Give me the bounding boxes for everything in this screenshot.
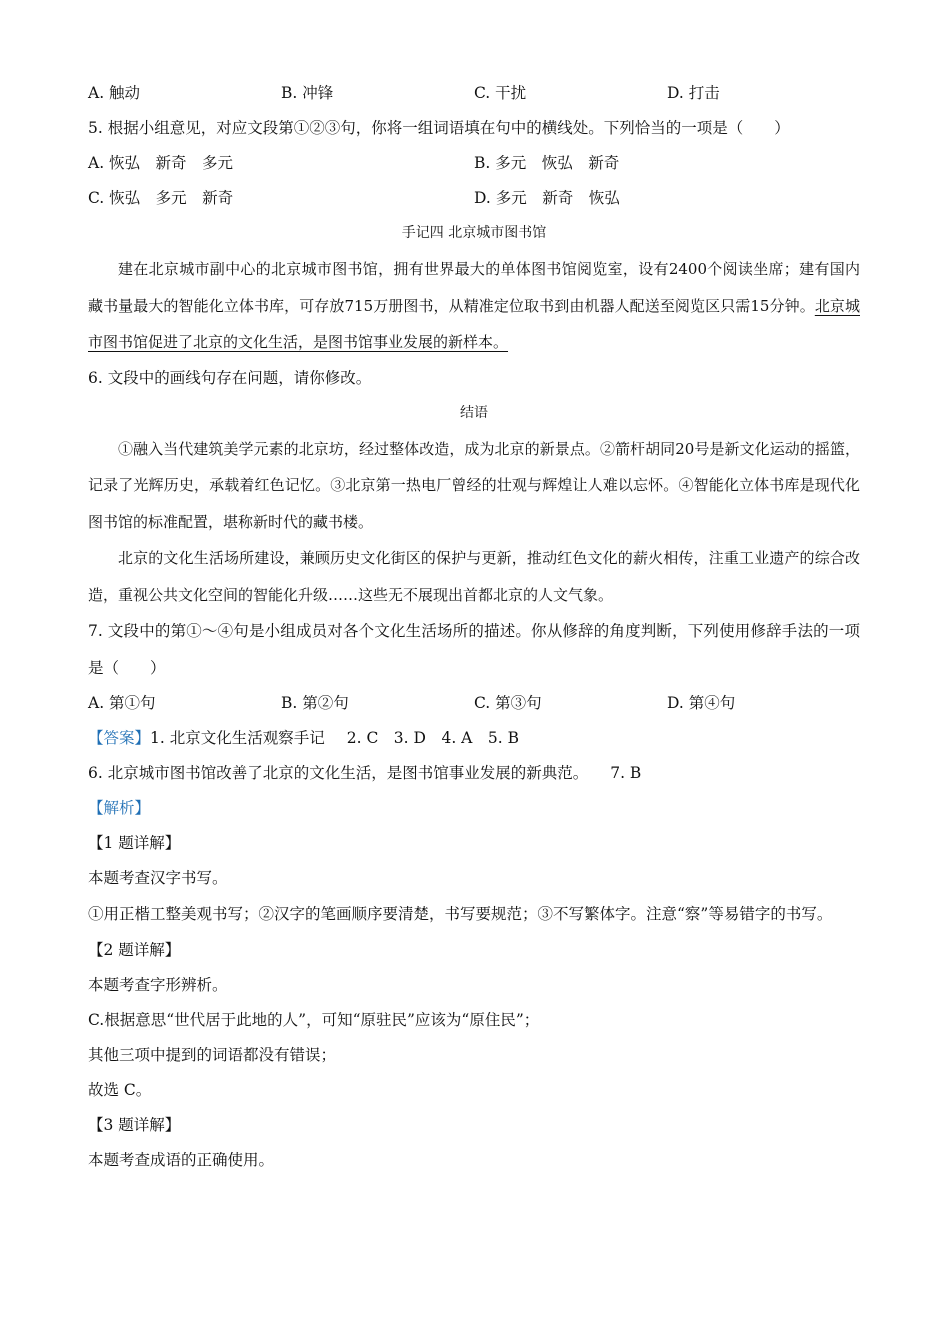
conclusion-title: 结语 <box>460 404 488 421</box>
option-a[interactable]: A. 触动 <box>88 84 141 102</box>
option-b[interactable]: B. 多元 恢弘 新奇 <box>474 154 620 172</box>
option-d[interactable]: D. 打击 <box>667 84 720 102</box>
q3-detail-text: 本题考查成语的正确使用。 <box>88 1150 275 1169</box>
answer-tag: 【答案】 <box>88 729 151 747</box>
option-c[interactable]: C. 第③句 <box>474 694 542 712</box>
answer-text: 2. C 3. D 4. A 5. B <box>346 729 519 747</box>
option-b[interactable]: B. 冲锋 <box>281 84 334 102</box>
section-title: 手记四 北京城市图书馆 <box>401 225 547 241</box>
q3-detail-heading: 【3 题详解】 <box>88 1115 181 1134</box>
conclusion-paragraph-2: 北京的文化生活场所建设，兼顾历史文化街区的保护与更新，推动红色文化的薪火相传，注重工业遗产的综合改造，重视公共文化空间的智能化升级……这些无不展现出首都北京的人文气象。 <box>88 549 860 604</box>
answer-line-1 <box>88 721 860 756</box>
q2-detail-heading: 【2 题详解】 <box>88 940 181 959</box>
option-a[interactable]: A. 恢弘 新奇 多元 <box>88 154 234 172</box>
q1-detail-heading: 【1 题详解】 <box>88 834 181 852</box>
analysis-tag: 【解析】 <box>88 799 151 817</box>
option-b[interactable]: B. 第②句 <box>281 694 349 712</box>
option-d[interactable]: D. 多元 新奇 恢弘 <box>474 189 620 207</box>
q5-options-row2 <box>88 181 860 216</box>
q1-detail-text: ①用正楷工整美观书写；②汉字的笔画顺序要清楚，书写要规范；③不写繁体字。注意“察”等易错字的书写。 <box>88 905 833 923</box>
answer-text: 7. B <box>610 764 642 782</box>
q6-stem: 6. 文段中的画线句存在问题，请你修改。 <box>88 368 372 387</box>
paragraph-text: 建在北京城市副中心的北京城市图书馆，拥有世界最大的单体图书馆阅览室，设有2400个阅读坐席；建有国内藏书量最大的智能化立体书库，可存放715万册图书，从精准定位取书到由机器人配送至阅览区只需15分钟。 <box>88 260 860 315</box>
q5-options-row1 <box>88 146 860 181</box>
q7-options <box>88 686 860 721</box>
underlined-sentence: 北京城市图书馆促进了北京的文化生活，是图书馆事业发展的新样本。 <box>88 296 860 351</box>
answer-text: 1. 北京文化生活观察手记 <box>150 729 325 747</box>
answer-text: 6. 北京城市图书馆改善了北京的文化生活，是图书馆事业发展的新典范。 <box>88 764 589 782</box>
q4-options <box>88 76 860 111</box>
note4-paragraph <box>88 251 860 361</box>
conclusion-paragraph-1: ①融入当代建筑美学元素的北京坊，经过整体改造，成为北京的新景点。②箭杆胡同20号是新文化运动的摇篮，记录了光辉历史，承载着红色记忆。③北京第一热电厂曾经的壮观与辉煌让人难以忘怀。④智能化立体书库是现代化图书馆的标准配置，堪称新时代的藏书楼。 <box>88 439 860 531</box>
q2-detail-text: C.根据意思“世代居于此地的人”，可知“原驻民”应该为“原住民”； <box>88 1010 540 1029</box>
option-c[interactable]: C. 恢弘 多元 新奇 <box>88 189 234 207</box>
answer-line-2 <box>88 756 860 791</box>
option-d[interactable]: D. 第④句 <box>667 694 736 712</box>
document-page <box>88 76 860 1178</box>
q2-detail-text: 其他三项中提到的词语都没有错误； <box>88 1045 337 1064</box>
q5-stem: 5. 根据小组意见，对应文段第①②③句，你将一组词语填在句中的横线处。下列恰当的一项是（ ） <box>88 119 790 137</box>
q2-detail-text: 故选 C。 <box>88 1080 152 1099</box>
option-c[interactable]: C. 干扰 <box>474 84 527 102</box>
q2-detail-text: 本题考查字形辨析。 <box>88 975 228 994</box>
q7-stem: 7. 文段中的第①～④句是小组成员对各个文化生活场所的描述。你从修辞的角度判断，下列使用修辞手法的一项是（ ） <box>88 622 860 677</box>
q1-detail-text: 本题考查汉字书写。 <box>88 869 228 887</box>
option-a[interactable]: A. 第①句 <box>88 694 156 712</box>
